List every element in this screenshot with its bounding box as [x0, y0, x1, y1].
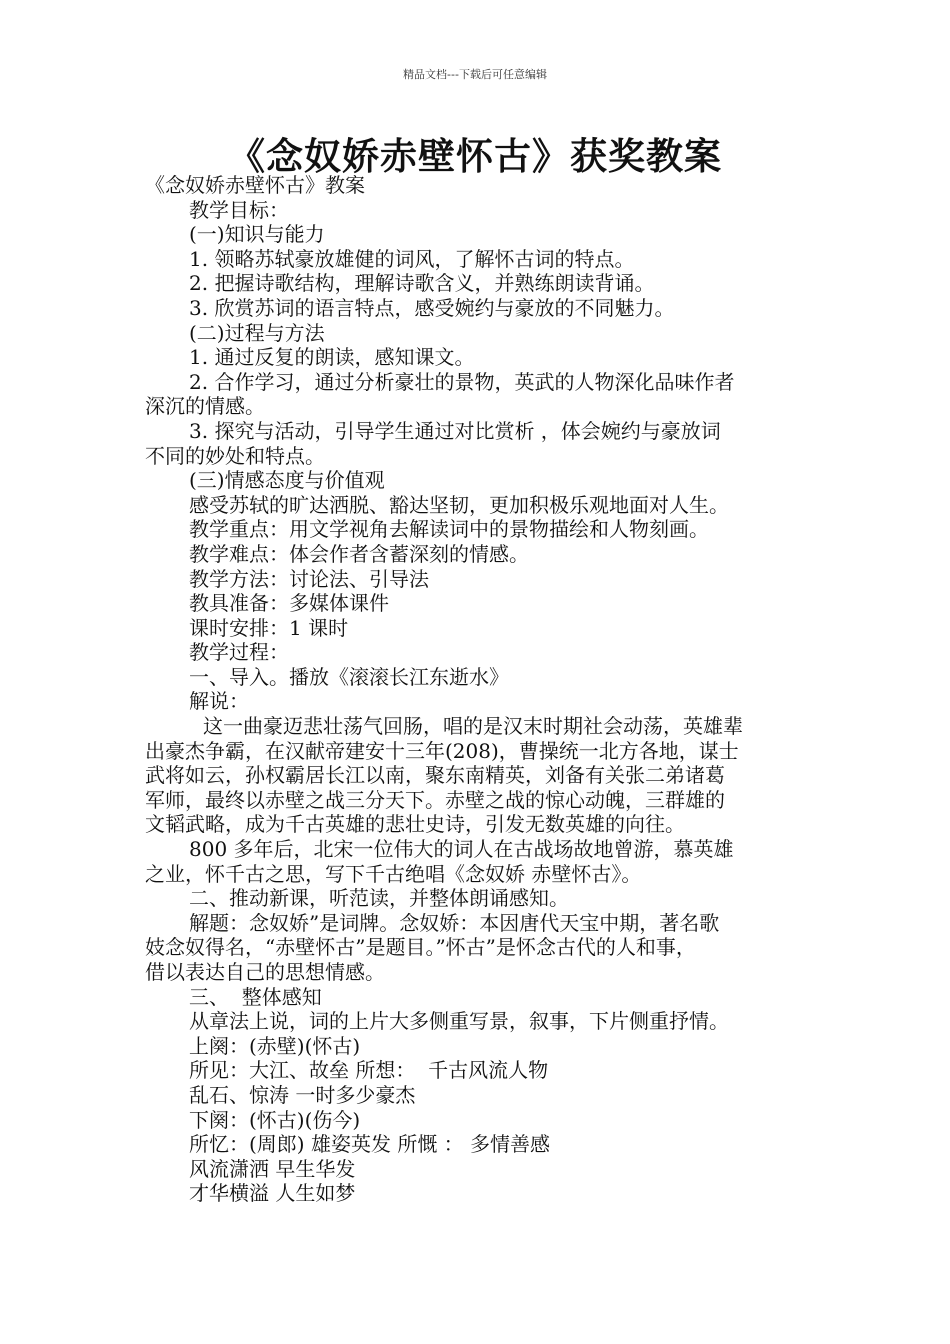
text-line: 《念奴娇赤壁怀古》教案 [145, 173, 365, 197]
text-line: 教学目标： [189, 197, 289, 222]
text-line: 从章法上说，词的上片大多侧重写景，叙事，下片侧重抒情。 [189, 1009, 729, 1034]
text-line: 一、导入。播放《滚滚长江东逝水》 [189, 664, 509, 689]
text-line: 文韬武略，成为千古英雄的悲壮史诗，引发无数英雄的向往。 [145, 812, 685, 837]
text-line: 武将如云，孙权霸居长江以南，聚东南精英，刘备有关张二弟诸葛 [145, 763, 725, 788]
text-line: (三)情感态度与价值观 [189, 468, 385, 493]
text-line: 3. 欣赏苏词的语言特点，感受婉约与豪放的不同魅力。 [189, 295, 675, 320]
text-line: 不同的妙处和特点。 [145, 443, 325, 468]
text-line: 感受苏轼的旷达洒脱、豁达坚韧，更加积极乐观地面对人生。 [189, 492, 729, 517]
header-note: 精品文档---下载后可任意编辑 [403, 68, 547, 81]
text-line: 借以表达自己的思想情感。 [145, 960, 385, 984]
text-line: 军师，最终以赤壁之战三分天下。赤壁之战的惊心动魄，三群雄的 [145, 787, 725, 812]
text-line: 教学过程： [189, 640, 289, 665]
text-line: 教学重点：用文学视角去解读词中的景物描绘和人物刻画。 [189, 517, 709, 542]
text-line: 解说： [189, 689, 249, 714]
text-line: (二)过程与方法 [189, 320, 325, 345]
text-line: 出豪杰争霸，在汉献帝建安十三年(208)，曹操统一北方各地，谋士 [145, 738, 739, 763]
text-line: 深沉的情感。 [145, 394, 265, 419]
text-line: 上阕：(赤壁)(怀古) [189, 1033, 361, 1058]
text-line: 这一曲豪迈悲壮荡气回肠，唱的是汉末时期社会动荡，英雄辈 [203, 714, 743, 739]
text-line: 下阕：(怀古)(伤今) [189, 1107, 361, 1132]
text-line: 所忆：(周郎) 雄姿英发 所慨 ： 多情善感 [189, 1132, 551, 1157]
text-line: 解题：念奴娇”是词牌。念奴娇：本因唐代天宝中期，著名歌 [189, 910, 720, 935]
text-line: 2. 合作学习，通过分析豪壮的景物，英武的人物深化品味作者 [189, 369, 735, 394]
text-line: 3. 探究与活动，引导学生通过对比赏析 ，体会婉约与豪放词 [189, 418, 721, 443]
text-line: 三、 整体感知 [189, 984, 322, 1009]
text-line: 之业，怀千古之思，写下千古绝唱《念奴娇 赤壁怀古》。 [145, 861, 642, 886]
text-line: 2. 把握诗歌结构，理解诗歌含义，并熟练朗读背诵。 [189, 271, 655, 296]
text-line: 妓念奴得名，“赤壁怀古”是题目。”怀古”是怀念古代的人和事， [145, 935, 696, 960]
text-line: 乱石、惊涛 一时多少豪杰 [189, 1082, 416, 1107]
text-line: 二、推动新课，听范读，并整体朗诵感知。 [189, 886, 569, 911]
text-line: (一)知识与能力 [189, 222, 325, 247]
text-line: 所见：大江、故垒 所想： 千古风流人物 [189, 1058, 549, 1083]
text-line: 才华横溢 人生如梦 [189, 1181, 356, 1206]
document-title: 《念奴娇赤壁怀古》获奖教案 [228, 135, 722, 178]
text-line: 800 多年后，北宋一位伟大的词人在古战场故地曾游，慕英雄 [189, 837, 734, 862]
text-line: 教具准备：多媒体课件 [189, 591, 389, 616]
text-line: 1. 通过反复的朗读，感知课文。 [189, 345, 475, 370]
text-line: 教学方法：讨论法、引导法 [189, 566, 429, 591]
text-line: 课时安排：1 课时 [189, 615, 349, 640]
text-line: 1. 领略苏轼豪放雄健的词风，了解怀古词的特点。 [189, 246, 635, 271]
text-line: 教学难点：体会作者含蓄深刻的情感。 [189, 541, 529, 566]
text-line: 风流潇洒 早生华发 [189, 1156, 356, 1181]
document-body [145, 173, 817, 1206]
